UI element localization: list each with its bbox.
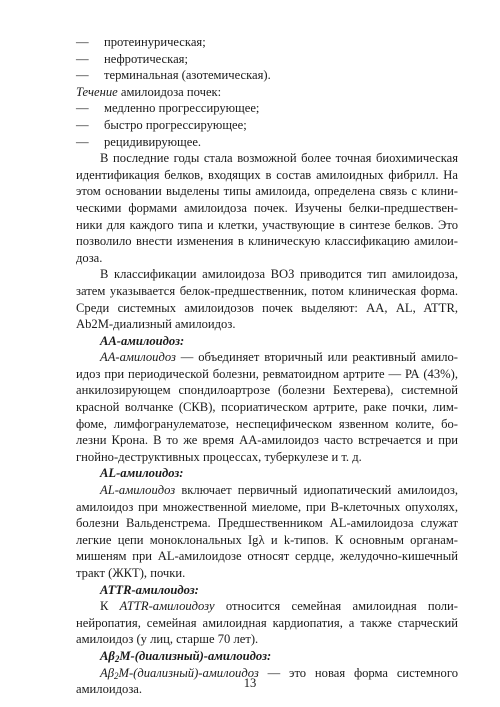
text-line: В классификации амилоидоза ВОЗ приводится тип амилоидоза,	[100, 267, 458, 282]
text-line: амилоидоза.	[76, 682, 143, 697]
text-line: идентификация белков, входящих в состав амилоидных фибрилл. На	[76, 167, 458, 182]
text-line: фоме, лимфогранулематозе, неспецифическом язвенном колите, бо-	[76, 416, 458, 431]
list-item: — нефротическая;	[76, 51, 458, 68]
text-line: позволило внести изменения в клиническую классификацию амилои-	[76, 234, 458, 249]
text-line: болезни Вальденстрема. Предшественником AL-амилоидоза служат	[76, 516, 458, 531]
text-line: мишеням при AL-амилоидозе относят сердце, желудочно-кишечный	[76, 549, 458, 564]
page-number: 13	[243, 676, 257, 690]
text-line: AL-амилоидоз включает первичный идиопатический амилоидоз,	[100, 483, 458, 498]
section-heading-attr: ATTR-амилоидоз:	[100, 582, 199, 597]
section-heading-ab2m: $A\beta_2M-(диализный)$-амилоидоз:	[100, 648, 272, 664]
text-line: ники для каждого типа и клетки, участвующие в синтезе белков. Это	[76, 217, 458, 232]
text-line: идоз при периодической болезни, ревматоидном артрите — РА (43%),	[76, 366, 458, 381]
text-line: Ab2M-диализный амилоидоз.	[76, 317, 236, 332]
paragraph-al	[76, 482, 458, 582]
page-content	[76, 34, 458, 698]
text-line: тракт (ЖКТ), почки.	[76, 566, 186, 580]
text-line: В последние годы стала возможной более точная биохимическая	[100, 151, 458, 166]
paragraph-attr	[76, 598, 458, 648]
text-line: лезни Крона. В то же время АА-амилоидоз часто встречается и при	[76, 433, 458, 448]
text-line: этом основании выделены типы амилоида, определена связь с клини-	[76, 184, 458, 199]
paragraph-who-classification	[76, 266, 458, 332]
list-item: — медленно прогрессирующее;	[76, 100, 458, 117]
text-line: анкилозирующем спондилоартрозе (болезни Бехтерева), системной	[76, 383, 458, 398]
text-line: ческими формами амилоидоза почек. Изучены белки-предшествен-	[76, 200, 458, 215]
text-line: амилоидоз при множественной миеломе, при В-клеточных опухолях,	[76, 499, 458, 514]
text-line: $A\beta_2M-(диализный)$-амилоидоз — это новая форма системного	[100, 665, 458, 681]
list-item: — рецидивирующее.	[76, 134, 458, 151]
text-line: амилоидоз (у лиц, старше 70 лет).	[76, 632, 259, 647]
list-item: — протеинурическая;	[76, 34, 458, 51]
course-label: Течение амилоидоза почек:	[76, 84, 222, 99]
list-item: — терминальная (азотемическая).	[76, 67, 458, 84]
text-line: гнойно-деструктивных процессах, туберкулезе и т. д.	[76, 449, 362, 464]
section-heading-al: AL-амилоидоз:	[100, 466, 184, 481]
text-line: К ATTR-амилоидозу относится семейная амилоидная поли-	[100, 599, 458, 614]
text-line: нейропатия, семейная амилоидная кардиопатия, а также старческий	[76, 615, 458, 630]
text-line: легкие цепи моноклональных Igλ и k-типов. К основным органам-	[76, 532, 458, 547]
text-line: затем указывается белок-предшественник, потом клиническая форма.	[76, 283, 458, 298]
text-line: доза.	[76, 250, 103, 265]
list-item: — быстро прогрессирующее;	[76, 117, 458, 134]
text-line: красной волчанке (СКВ), псориатическом артрите, раке почки, лим-	[76, 400, 458, 415]
text-line: АА-амилоидоз — объединяет вторичный или реактивный амило-	[100, 350, 458, 365]
text-line: Среди системных амилоидозов почек выделяют: АА, AL, ATTR,	[76, 300, 458, 315]
section-heading-aa: АА-амилоидоз:	[100, 333, 185, 348]
paragraph-biochemistry	[76, 150, 458, 266]
paragraph-aa	[76, 349, 458, 465]
